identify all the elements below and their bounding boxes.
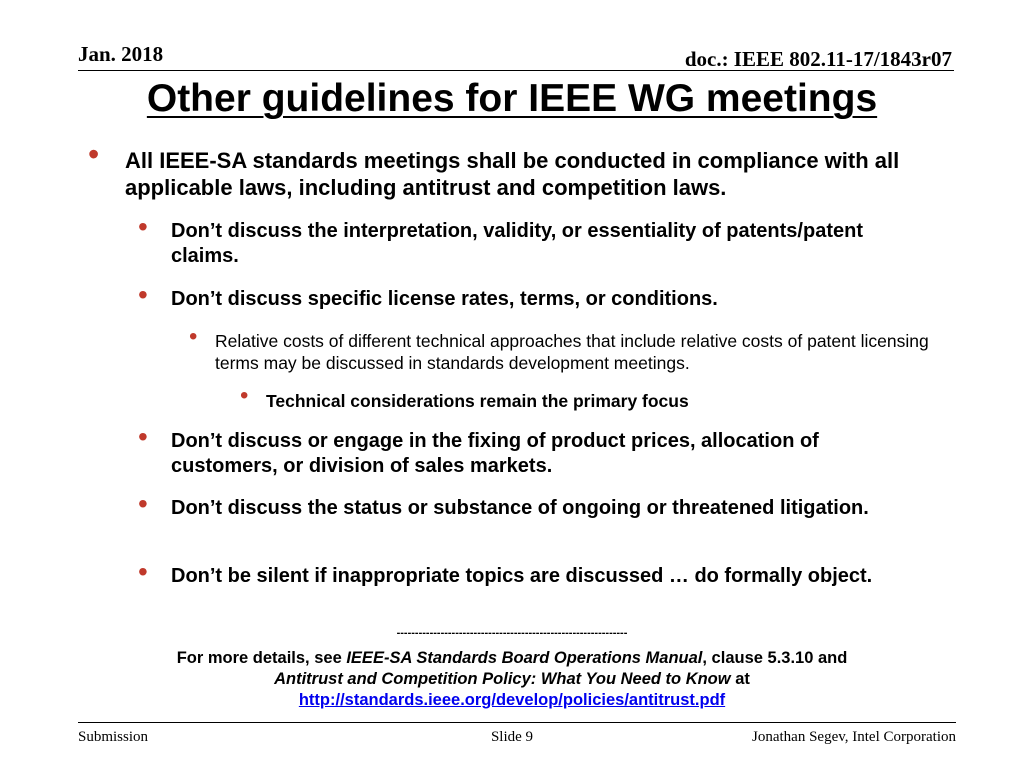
bullet-text: Don’t discuss the status or substance of ongoing or threatened litigation. xyxy=(171,497,869,519)
bullet-technical xyxy=(240,382,926,412)
bullet-dot-icon: • xyxy=(88,136,100,172)
slide-title xyxy=(0,74,1024,124)
footer-rule xyxy=(78,722,956,723)
footer-slide-number: Slide 9 xyxy=(490,729,534,745)
note-policy: Antitrust and Competition Policy: What You Need to Know xyxy=(274,670,731,688)
footer-author: Jonathan Segev, Intel Corporation xyxy=(752,729,956,745)
bullet-main xyxy=(88,136,925,201)
footer-submission: Submission xyxy=(78,729,149,745)
bullet-text: Don’t discuss specific license rates, terms, or conditions. xyxy=(171,288,718,310)
bullet-dot-icon: • xyxy=(138,211,148,242)
bullet-dot-icon: • xyxy=(189,323,198,350)
bullet-text: Technical considerations remain the primary focus xyxy=(266,391,689,411)
header-rule xyxy=(78,70,954,71)
antitrust-link[interactable]: http://standards.ieee.org/develop/policies/antitrust.pdf xyxy=(298,691,726,709)
bullet-text: Don’t be silent if inappropriate topics are discussed … do formally object. xyxy=(171,565,873,587)
bullet-relative-costs xyxy=(189,323,955,374)
note-at: at xyxy=(730,670,750,688)
bullet-text: Don’t discuss or engage in the fixing of product prices, allocation of customers, or division of sales markets. xyxy=(171,430,819,477)
bullet-dot-icon: • xyxy=(138,488,148,519)
bullet-dot-icon: • xyxy=(240,382,249,409)
header-doc-id: doc.: IEEE 802.11-17/1843r07 xyxy=(684,47,952,71)
separator-line: --------------------------------------------------------------- xyxy=(396,627,628,639)
bullet-dot-icon: • xyxy=(138,279,148,310)
bullet-text: Don’t discuss the interpretation, validity, or essentiality of patents/patent claims. xyxy=(171,220,863,267)
bullet-patents xyxy=(138,211,931,269)
header-date: Jan. 2018 xyxy=(78,42,164,66)
bullet-dot-icon: • xyxy=(138,421,148,452)
bullet-prices xyxy=(138,421,931,479)
slide-title-text: Other guidelines for IEEE WG meetings xyxy=(146,77,878,120)
bullet-text: All IEEE-SA standards meetings shall be conducted in compliance with all applicable laws, including antitrust and competition laws. xyxy=(125,148,900,200)
note-prefix: For more details, see xyxy=(176,649,347,667)
bullet-dot-icon: • xyxy=(138,556,148,587)
note-clause: , clause 5.3.10 and xyxy=(702,649,848,667)
note-manual: IEEE-SA Standards Board Operations Manual xyxy=(346,649,703,667)
bullet-license xyxy=(138,279,931,312)
bullet-litigation xyxy=(138,488,931,521)
bullet-silent xyxy=(138,556,931,589)
details-note xyxy=(0,648,1024,711)
bullet-text: Relative costs of different technical approaches that include relative costs of patent licensing terms may be discussed in standards development meetings. xyxy=(215,331,929,373)
